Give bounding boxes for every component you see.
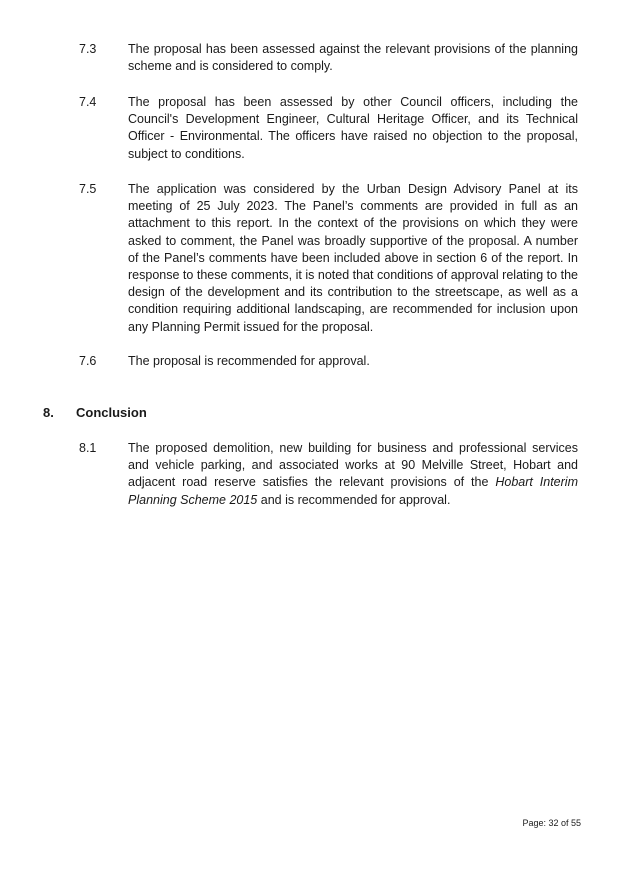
paragraph-number: 7.5 [79,182,97,196]
paragraph-text: The application was considered by the Urban Design Advisory Panel at its meeting of 25 July 2023. The Panel’s comments are provided in full as an attachment to this report. In the context of the provisions on which they were asked to comment, the Panel was broadly supportive of the proposal. A number of the Panel’s comments have been included above in section 6 of the report. In response to these comments, it is noted that conditions of approval relating to the design of the development and its contribution to the streetscape, as well as a condition requiring additional landscaping, are recommended for inclusion upon any Planning Permit issued for the proposal. [128,182,578,334]
paragraph-text: The proposal has been assessed against the relevant provisions of the planning scheme and is considered to comply. [128,42,578,74]
paragraph-number: 7.6 [79,354,97,368]
planning-scheme-name: Hobart Interim Planning Scheme 2015 [128,475,578,507]
paragraph-text-end: and is recommended for approval. [257,492,451,507]
paragraph-number: 7.3 [79,42,97,56]
paragraph-text: The proposal has been assessed by other Council officers, including the Council's Development Engineer, Cultural Heritage Officer, and its Technical Officer - Environmental. The officers have raised no objection to the proposal, subject to conditions. [128,95,578,161]
paragraph-text: The proposal is recommended for approval. [128,354,370,368]
section-title: Conclusion [76,405,147,420]
paragraph-number: 8.1 [79,441,97,455]
section-number: 8. [43,405,54,420]
paragraph-text-start: The proposed demolition, new building for business and professional services and vehicle parking, and associated works at 90 Melville Street, Hobart and adjacent road reserve satisfies the relevant provisions of the [128,441,578,490]
page-number-footer: Page: 32 of 55 [522,818,581,828]
paragraph-number: 7.4 [79,95,97,109]
paragraph-text [128,440,578,509]
